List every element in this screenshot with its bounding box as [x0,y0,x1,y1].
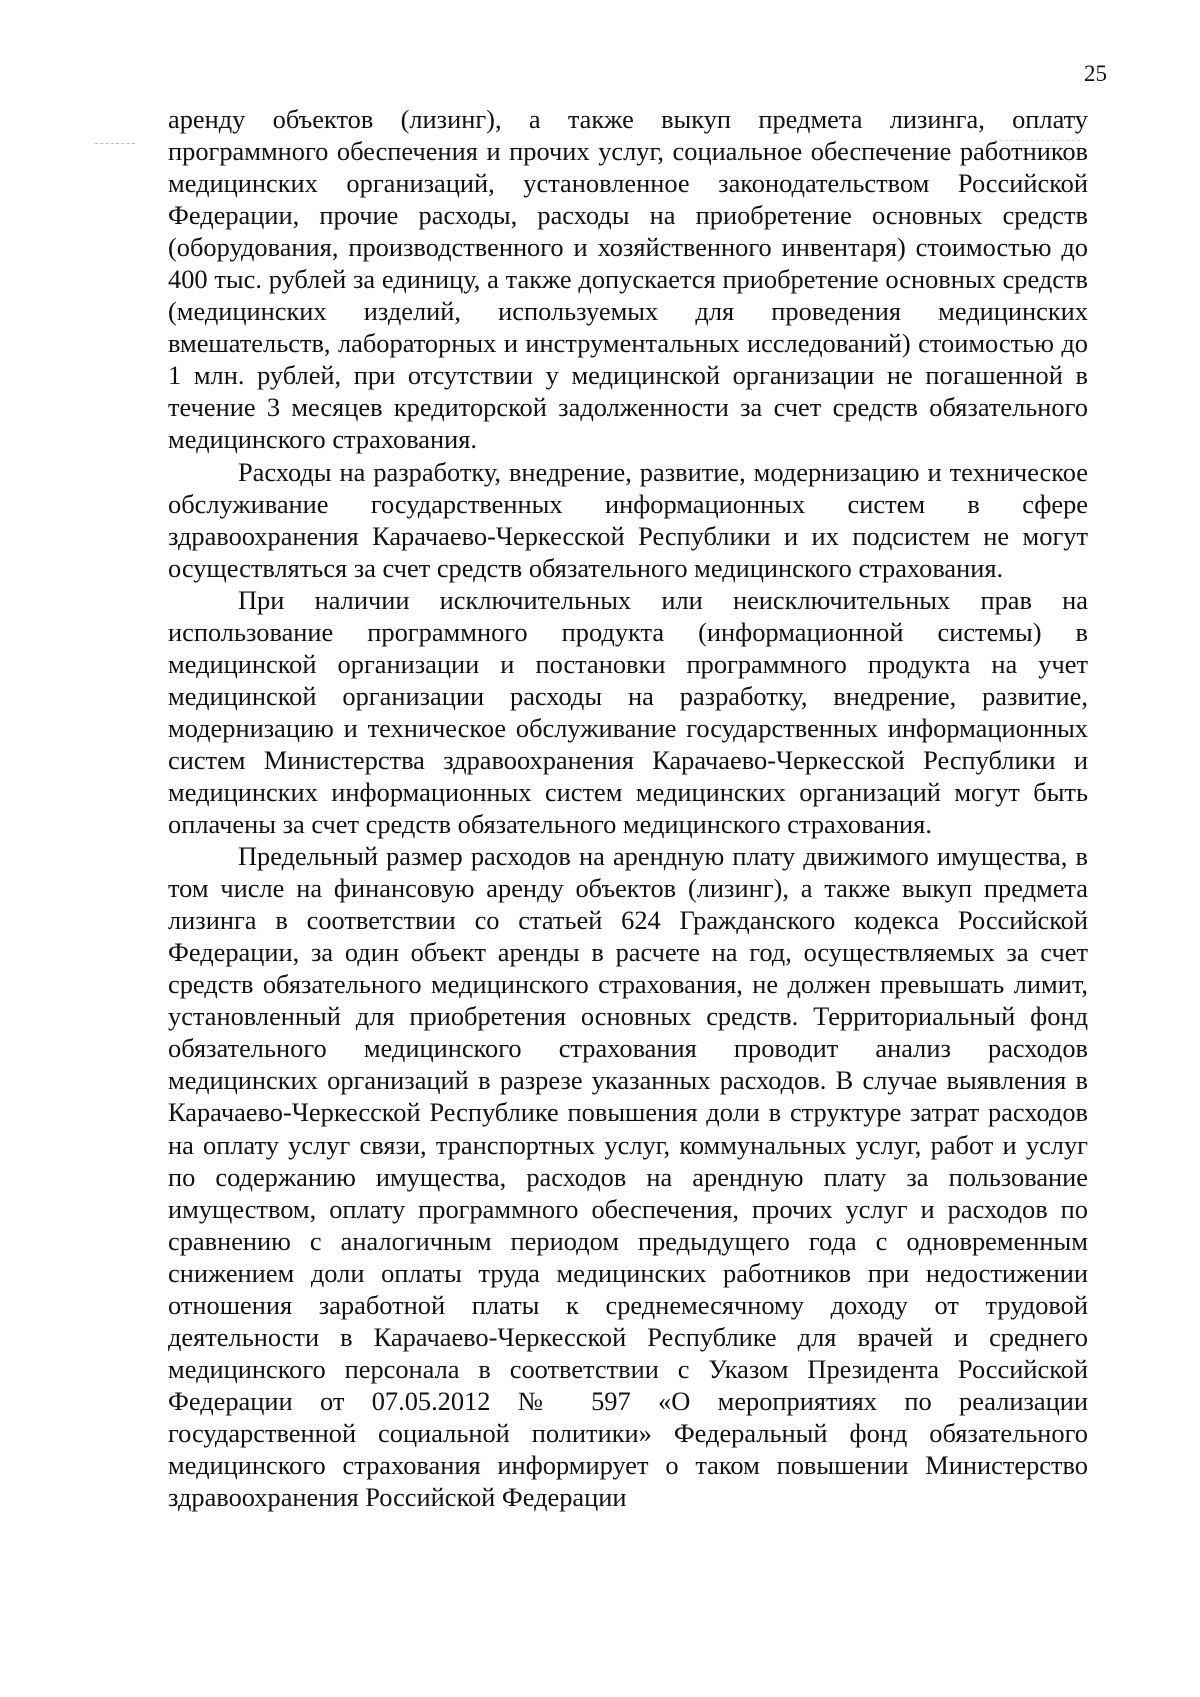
paragraph-rent-limit: Предельный размер расходов на арендную плату движимого имущества, в том числе на финансовую аренду объектов (лизинг), а также выкуп предмета лизинга в соответствии со статьей 624 Гражданского кодекса Российской Федерации, за один объект аренды в расчете на год, осуществляемых за счет средств обязательного медицинского страхования, не должен превышать лимит, установленный для приобретения основных средств. Территориальный фонд обязательного медицинского страхования проводит анализ расходов медицинских организаций в разрезе указанных расходов. В случае выявления в Карачаево-Черкесской Республике повышения доли в структуре затрат расходов на оплату услуг связи, транспортных услуг, коммунальных услуг, работ и услуг по содержанию имущества, расходов на арендную плату за пользование имуществом, оплату программного обеспечения, прочих услуг и расходов по сравнению с аналогичным периодом предыдущего года с одновременным снижением доли оплаты труда медицинских работников при недостижении отношения заработной платы к среднемесячному доходу от трудовой деятельности в Карачаево-Черкесской Республике для врачей и среднего медицинского персонала в соответствии с Указом Президента Российской Федерации от 07.05.2012 № 597 «О мероприятиях по реализации государственной социальной политики» Федеральный фонд обязательного медицинского страхования информирует о таком повышении Министерство здравоохранения Российской Федерации [168,841,1088,1513]
page-number: 25 [1084,61,1107,86]
paragraph-continuation: аренду объектов (лизинг), а также выкуп предмета лизинга, оплату программного обеспечения и прочих услуг, социальное обеспечение работников медицинских организаций, установленное законодательством Российской Федерации, прочие расходы, расходы на приобретение основных средств (оборудования, производственного и хозяйственного инвентаря) стоимостью до 400 тыс. рублей за единицу, а также допускается приобретение основных средств (медицинских изделий, используемых для проведения медицинских вмешательств, лабораторных и инструментальных исследований) стоимостью до 1 млн. рублей, при отсутствии у медицинской организации не погашенной в течение 3 месяцев кредиторской задолженности за счет средств обязательного медицинского страхования. [168,104,1088,455]
scan-artifact-line [95,143,135,144]
body-text [168,103,1088,1513]
paragraph-software-rights: При наличии исключительных или неисключительных прав на использование программного продукта (информационной системы) в медицинской организации и постановки программного продукта на учет медицинской организации расходы на разработку, внедрение, развитие, модернизацию и техническое обслуживание государственных информационных систем Министерства здравоохранения Карачаево-Черкесской Республики и медицинских информационных систем медицинских организаций могут быть оплачены за счет средств обязательного медицинского страхования. [168,584,1088,840]
paragraph-it-systems: Расходы на разработку, внедрение, развитие, модернизацию и техническое обслуживание государственных информационных систем в сфере здравоохранения Карачаево-Черкесской Республики и их подсистем не могут осуществляться за счет средств обязательного медицинского страхования. [168,456,1088,583]
